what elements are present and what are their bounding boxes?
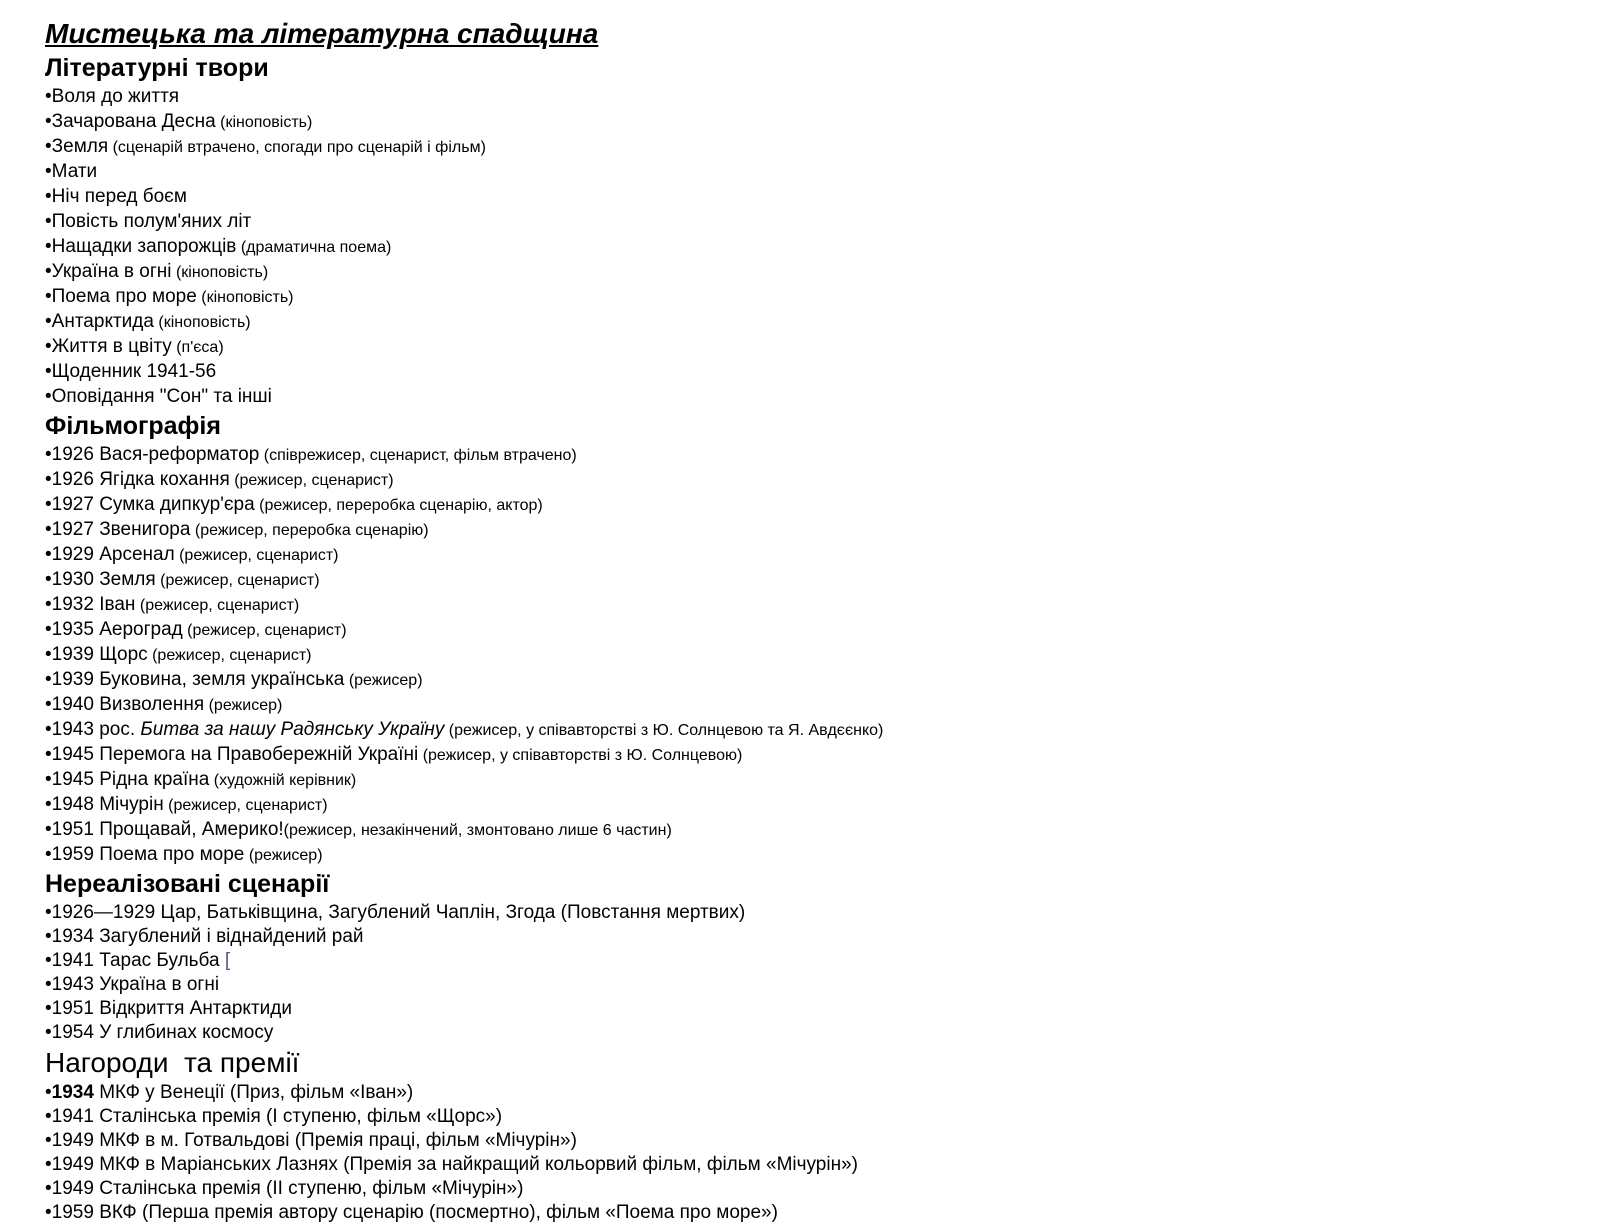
filmography-heading: Фільмографія	[45, 412, 221, 440]
list-item: •1930 Земля (режисер, сценарист)	[45, 569, 320, 590]
list-item: •Антарктида (кіноповість)	[45, 311, 251, 332]
list-item: •1935 Аероград (режисер, сценарист)	[45, 619, 347, 640]
list-item: •1926 Вася-реформатор (співрежисер, сценарист, фільм втрачено)	[45, 444, 577, 465]
list-item: •Земля (сценарій втрачено, спогади про сценарій і фільм)	[45, 136, 486, 157]
list-item: •Оповідання "Сон" та інші	[45, 386, 272, 407]
literary-list	[45, 85, 1585, 410]
unrealized-list	[45, 901, 1585, 1045]
list-item: •1943 рос. Битва за нашу Радянську Україну (режисер, у співавторстві з Ю. Солнцевою та Я. Авдєєнко)	[45, 719, 884, 740]
list-item: •Повість полум'яних літ	[45, 211, 252, 232]
page-title: Мистецька та літературна спадщина	[45, 18, 599, 49]
list-item: •1945 Рідна країна (художній керівник)	[45, 769, 357, 790]
document-page	[45, 16, 1585, 1225]
list-item: •Нащадки запорожців (драматична поема)	[45, 236, 392, 257]
list-item: •1949 Сталінська премія (II ступеню, фільм «Мічурін»)	[45, 1178, 524, 1199]
list-item: •1939 Буковина, земля українська (режисер)	[45, 669, 423, 690]
footnote-bracket: [	[224, 950, 231, 971]
list-item: •Воля до життя	[45, 86, 180, 107]
list-item: •1954 У глибинах космосу	[45, 1022, 274, 1043]
literary-heading: Літературні твори	[45, 54, 269, 82]
awards-heading: Нагороди та премії	[45, 1047, 300, 1078]
list-item: •1934 МКФ у Венеції (Приз, фільм «Іван»)	[45, 1082, 414, 1103]
list-item: •1926—1929 Цар, Батьківщина, Загублений Чаплін, Згода (Повстання мертвих)	[45, 902, 746, 923]
list-item: •Ніч перед боєм	[45, 186, 187, 207]
list-item: •1932 Іван (режисер, сценарист)	[45, 594, 300, 615]
list-item: •1948 Мічурін (режисер, сценарист)	[45, 794, 328, 815]
unrealized-heading: Нереалізовані сценарії	[45, 870, 330, 898]
filmography-list	[45, 443, 1585, 868]
list-item: •Мати	[45, 161, 98, 182]
list-item: •1941 Сталінська премія (І ступеню, фільм «Щорс»)	[45, 1106, 503, 1127]
list-item: •1940 Визволення (режисер)	[45, 694, 283, 715]
list-item: •1951 Прощавай, Америко!(режисер, незакінчений, змонтовано лише 6 частин)	[45, 819, 672, 840]
list-item: •1926 Ягідка кохання (режисер, сценарист)	[45, 469, 394, 490]
list-item: •1943 Україна в огні	[45, 974, 220, 995]
list-item: •1927 Звенигора (режисер, переробка сценарію)	[45, 519, 429, 540]
list-item: •1949 МКФ в м. Готвальдові (Премія праці, фільм «Мічурін»)	[45, 1130, 577, 1151]
list-item: •Україна в огні (кіноповість)	[45, 261, 269, 282]
list-item: •Життя в цвіту (п'єса)	[45, 336, 224, 357]
list-item: •1949 МКФ в Маріанських Лазнях (Премія за найкращий кольорвий фільм, фільм «Мічурін»)	[45, 1154, 858, 1175]
list-item: •1927 Сумка дипкур'єра (режисер, переробка сценарію, актор)	[45, 494, 543, 515]
list-item: •1959 Поема про море (режисер)	[45, 844, 323, 865]
list-item: •1929 Арсенал (режисер, сценарист)	[45, 544, 339, 565]
list-item: •1934 Загублений і віднайдений рай	[45, 926, 364, 947]
awards-list	[45, 1081, 1585, 1225]
list-item: •1941 Тарас Бульба [	[45, 950, 231, 971]
list-item: •Щоденник 1941-56	[45, 361, 217, 382]
list-item: •Поема про море (кіноповість)	[45, 286, 294, 307]
list-item: •1945 Перемога на Правобережній Україні (режисер, у співавторстві з Ю. Солнцевою)	[45, 744, 743, 765]
list-item: •Зачарована Десна (кіноповість)	[45, 111, 313, 132]
list-item: •1959 ВКФ (Перша премія автору сценарію (посмертно), фільм «Поема про море»)	[45, 1202, 778, 1223]
list-item: •1939 Щорс (режисер, сценарист)	[45, 644, 312, 665]
list-item: •1951 Відкриття Антарктиди	[45, 998, 292, 1019]
